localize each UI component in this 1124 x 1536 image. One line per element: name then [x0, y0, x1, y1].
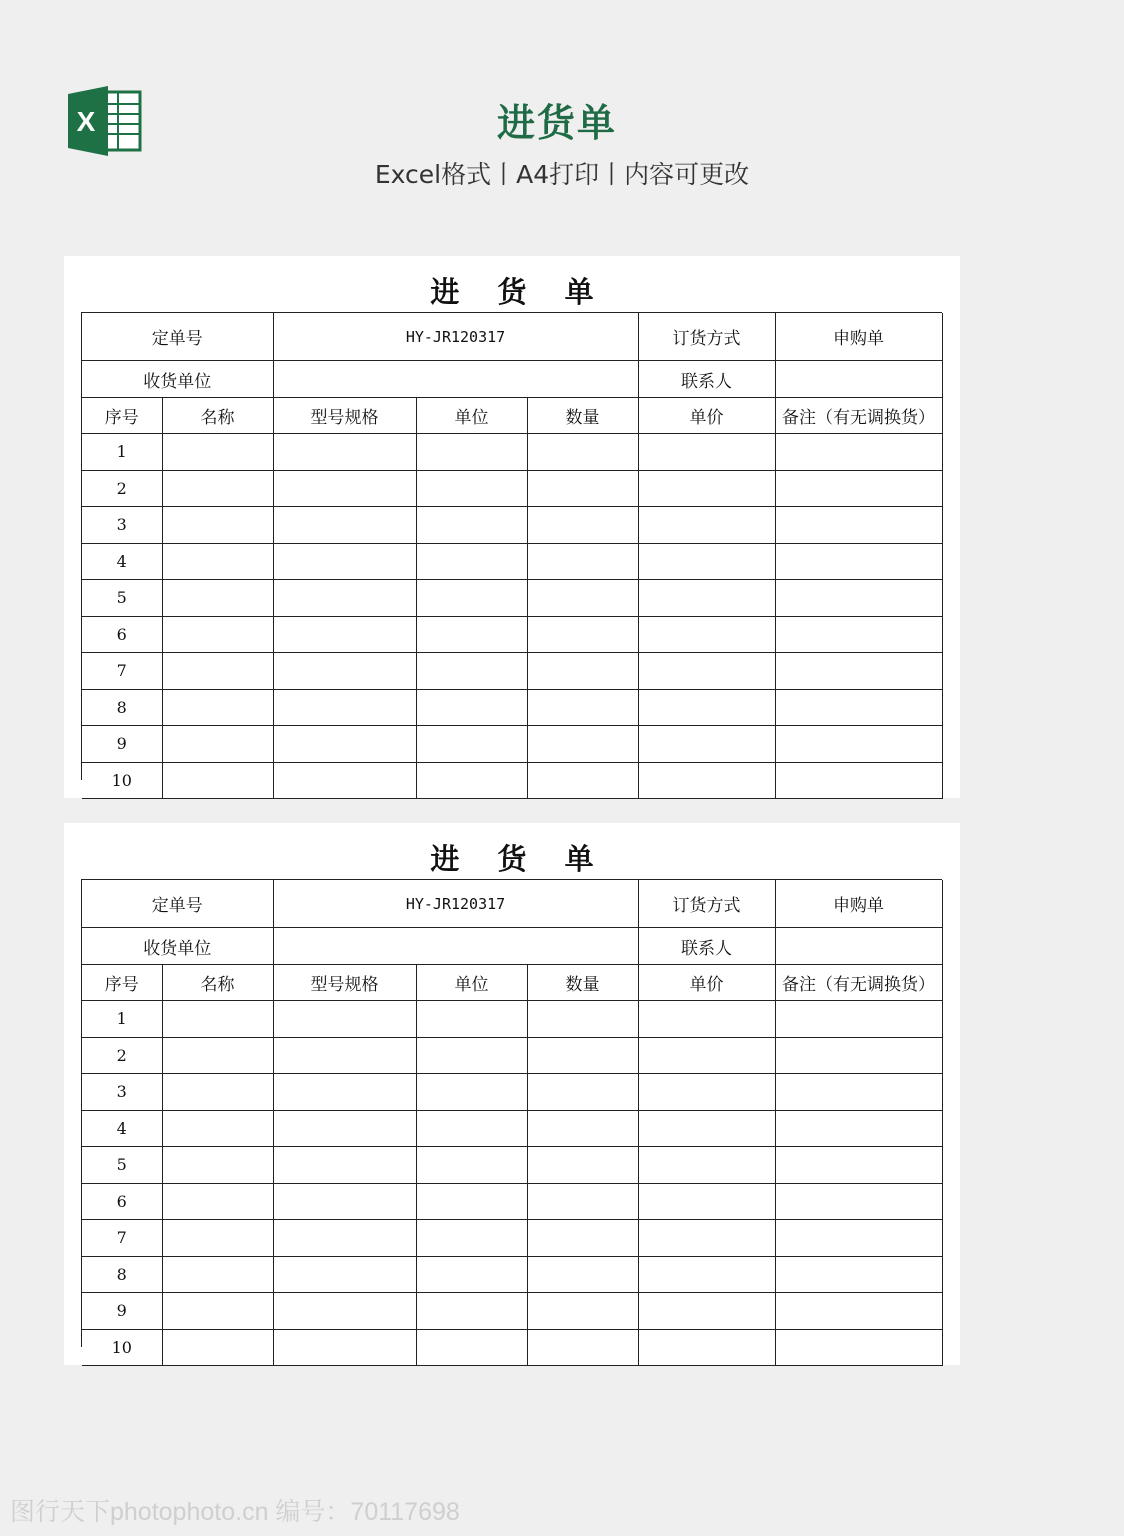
cell[interactable] [273, 543, 416, 580]
contact-value[interactable] [775, 928, 942, 965]
cell[interactable] [775, 1293, 942, 1330]
cell[interactable] [527, 1037, 638, 1074]
cell[interactable] [527, 762, 638, 799]
row-number: 7 [82, 1220, 162, 1257]
row-number: 10 [82, 762, 162, 799]
table-row [82, 616, 942, 653]
cell[interactable] [638, 653, 775, 690]
contact-label: 联系人 [638, 361, 775, 398]
row-number: 1 [82, 434, 162, 471]
col-remark: 备注（有无调换货） [775, 965, 942, 1001]
cell[interactable] [273, 616, 416, 653]
col-price: 单价 [638, 965, 775, 1001]
cell[interactable] [416, 653, 527, 690]
cell[interactable] [527, 1001, 638, 1038]
cell[interactable] [638, 1293, 775, 1330]
table-row [82, 689, 942, 726]
cell[interactable] [162, 1220, 273, 1257]
cell[interactable] [775, 580, 942, 617]
sheet-title: 进 货 单 [430, 275, 608, 309]
cell[interactable] [416, 1001, 527, 1038]
cell[interactable] [273, 689, 416, 726]
cell[interactable] [273, 1037, 416, 1074]
cell[interactable] [162, 1001, 273, 1038]
table-row [82, 1293, 942, 1330]
row-number: 8 [82, 689, 162, 726]
cell[interactable] [527, 1256, 638, 1293]
col-model: 型号规格 [273, 398, 416, 434]
column-header-row [82, 398, 942, 434]
logo-letter: X [76, 106, 96, 137]
cell[interactable] [775, 470, 942, 507]
cell[interactable] [775, 1183, 942, 1220]
row-number: 1 [82, 1001, 162, 1038]
cell[interactable] [527, 1183, 638, 1220]
table-row [82, 1147, 942, 1184]
cell[interactable] [527, 1147, 638, 1184]
contact-label: 联系人 [638, 928, 775, 965]
cell[interactable] [527, 507, 638, 544]
cell[interactable] [775, 1110, 942, 1147]
order-method-label: 订货方式 [638, 313, 775, 361]
table-row [82, 543, 942, 580]
cell[interactable] [416, 726, 527, 763]
cell[interactable] [775, 1001, 942, 1038]
cell[interactable] [638, 689, 775, 726]
row-number: 9 [82, 726, 162, 763]
cell[interactable] [273, 470, 416, 507]
cell[interactable] [416, 1074, 527, 1111]
receiver-label: 收货单位 [82, 928, 273, 965]
table-row [82, 1074, 942, 1111]
cell[interactable] [416, 762, 527, 799]
cell[interactable] [416, 543, 527, 580]
cell[interactable] [527, 689, 638, 726]
cell[interactable] [527, 434, 638, 471]
cell[interactable] [162, 434, 273, 471]
order-method-value[interactable]: 申购单 [775, 880, 942, 928]
cell[interactable] [273, 762, 416, 799]
cell[interactable] [162, 1110, 273, 1147]
receiver-value[interactable] [273, 361, 638, 398]
table-row [82, 1183, 942, 1220]
cell[interactable] [416, 434, 527, 471]
cell[interactable] [416, 1147, 527, 1184]
cell[interactable] [638, 1183, 775, 1220]
cell[interactable] [416, 507, 527, 544]
cell[interactable] [162, 616, 273, 653]
order-table [81, 312, 942, 790]
cell[interactable] [416, 1037, 527, 1074]
cell[interactable] [162, 1183, 273, 1220]
col-qty: 数量 [527, 398, 638, 434]
cell[interactable] [638, 543, 775, 580]
page-title: 进货单 [496, 101, 617, 145]
cell[interactable] [527, 616, 638, 653]
cell[interactable] [162, 1147, 273, 1184]
cell[interactable] [527, 1329, 638, 1366]
cell[interactable] [638, 1074, 775, 1111]
row-number: 5 [82, 580, 162, 617]
col-qty: 数量 [527, 965, 638, 1001]
cell[interactable] [638, 1001, 775, 1038]
table-row [82, 1256, 942, 1293]
table-row [82, 1220, 942, 1257]
order-sheet-1 [64, 256, 960, 798]
cell[interactable] [416, 1183, 527, 1220]
cell[interactable] [527, 1110, 638, 1147]
cell[interactable] [162, 762, 273, 799]
cell[interactable] [775, 762, 942, 799]
col-seq: 序号 [82, 398, 162, 434]
cell[interactable] [775, 434, 942, 471]
cell[interactable] [416, 1329, 527, 1366]
cell[interactable] [416, 616, 527, 653]
cell[interactable] [162, 470, 273, 507]
cell[interactable] [273, 1001, 416, 1038]
col-remark: 备注（有无调换货） [775, 398, 942, 434]
row-number: 8 [82, 1256, 162, 1293]
cell[interactable] [273, 434, 416, 471]
order-no-label: 定单号 [82, 313, 273, 361]
cell[interactable] [527, 653, 638, 690]
cell[interactable] [162, 543, 273, 580]
cell[interactable] [162, 507, 273, 544]
cell[interactable] [162, 1037, 273, 1074]
col-model: 型号规格 [273, 965, 416, 1001]
cell[interactable] [416, 689, 527, 726]
table-row [82, 1329, 942, 1366]
cell[interactable] [775, 543, 942, 580]
cell[interactable] [638, 762, 775, 799]
cell[interactable] [638, 1037, 775, 1074]
receiver-value[interactable] [273, 928, 638, 965]
cell[interactable] [273, 1074, 416, 1111]
cell[interactable] [416, 1293, 527, 1330]
cell[interactable] [527, 1220, 638, 1257]
row-number: 5 [82, 1147, 162, 1184]
cell[interactable] [527, 1074, 638, 1111]
cell[interactable] [273, 1183, 416, 1220]
cell[interactable] [775, 616, 942, 653]
cell[interactable] [638, 507, 775, 544]
col-price: 单价 [638, 398, 775, 434]
cell[interactable] [273, 1256, 416, 1293]
cell[interactable] [775, 1147, 942, 1184]
row-number: 3 [82, 507, 162, 544]
cell[interactable] [273, 1110, 416, 1147]
cell[interactable] [162, 580, 273, 617]
cell[interactable] [416, 580, 527, 617]
table-row [82, 762, 942, 799]
cell[interactable] [527, 470, 638, 507]
row-number: 7 [82, 653, 162, 690]
col-unit: 单位 [416, 965, 527, 1001]
col-name: 名称 [162, 398, 273, 434]
cell[interactable] [775, 689, 942, 726]
cell[interactable] [162, 689, 273, 726]
cell[interactable] [775, 653, 942, 690]
row-number: 6 [82, 1183, 162, 1220]
cell[interactable] [273, 507, 416, 544]
order-no-value[interactable]: HY-JR120317 [273, 313, 638, 361]
contact-value[interactable] [775, 361, 942, 398]
table-row [82, 470, 942, 507]
cell[interactable] [527, 1293, 638, 1330]
cell[interactable] [775, 1329, 942, 1366]
cell[interactable] [162, 1256, 273, 1293]
cell[interactable] [416, 470, 527, 507]
table-row [82, 1037, 942, 1074]
cell[interactable] [638, 470, 775, 507]
table-row [82, 1110, 942, 1147]
cell[interactable] [273, 1293, 416, 1330]
cell[interactable] [638, 616, 775, 653]
row-number: 4 [82, 1110, 162, 1147]
cell[interactable] [416, 1256, 527, 1293]
cell[interactable] [638, 1147, 775, 1184]
cell[interactable] [527, 543, 638, 580]
cell[interactable] [638, 1220, 775, 1257]
row-number: 3 [82, 1074, 162, 1111]
cell[interactable] [638, 726, 775, 763]
sheet-title: 进 货 单 [430, 842, 608, 876]
page-subtitle: Excel格式丨A4打印丨内容可更改 [374, 160, 750, 189]
cell[interactable] [775, 1256, 942, 1293]
cell[interactable] [527, 726, 638, 763]
column-header-row [82, 965, 942, 1001]
row-number: 2 [82, 1037, 162, 1074]
cell[interactable] [775, 1220, 942, 1257]
cell[interactable] [273, 1329, 416, 1366]
cell[interactable] [162, 1074, 273, 1111]
table-row [82, 507, 942, 544]
cell[interactable] [162, 726, 273, 763]
order-no-label: 定单号 [82, 880, 273, 928]
cell[interactable] [638, 1329, 775, 1366]
col-name: 名称 [162, 965, 273, 1001]
cell[interactable] [273, 1220, 416, 1257]
table-row [82, 653, 942, 690]
cell[interactable] [638, 1110, 775, 1147]
watermark-text: 图行天下photophoto.cn 编号：70117698 [10, 1498, 460, 1526]
row-number: 10 [82, 1329, 162, 1366]
cell[interactable] [638, 1256, 775, 1293]
cell[interactable] [527, 580, 638, 617]
row-number: 9 [82, 1293, 162, 1330]
cell[interactable] [162, 1329, 273, 1366]
order-sheet-2 [64, 823, 960, 1365]
row-number: 2 [82, 470, 162, 507]
cell[interactable] [775, 1037, 942, 1074]
col-unit: 单位 [416, 398, 527, 434]
cell[interactable] [416, 1110, 527, 1147]
cell[interactable] [638, 434, 775, 471]
table-row [82, 434, 942, 471]
cell[interactable] [162, 1293, 273, 1330]
table-row [82, 726, 942, 763]
cell[interactable] [775, 507, 942, 544]
order-method-label: 订货方式 [638, 880, 775, 928]
receiver-label: 收货单位 [82, 361, 273, 398]
cell[interactable] [273, 580, 416, 617]
cell[interactable] [273, 726, 416, 763]
cell[interactable] [416, 1220, 527, 1257]
cell[interactable] [273, 653, 416, 690]
cell[interactable] [775, 726, 942, 763]
col-seq: 序号 [82, 965, 162, 1001]
row-number: 6 [82, 616, 162, 653]
cell[interactable] [775, 1074, 942, 1111]
cell[interactable] [162, 653, 273, 690]
order-table [81, 879, 942, 1357]
table-row [82, 580, 942, 617]
cell[interactable] [638, 580, 775, 617]
cell[interactable] [273, 1147, 416, 1184]
order-method-value[interactable]: 申购单 [775, 313, 942, 361]
row-number: 4 [82, 543, 162, 580]
table-row [82, 1001, 942, 1038]
order-no-value[interactable]: HY-JR120317 [273, 880, 638, 928]
